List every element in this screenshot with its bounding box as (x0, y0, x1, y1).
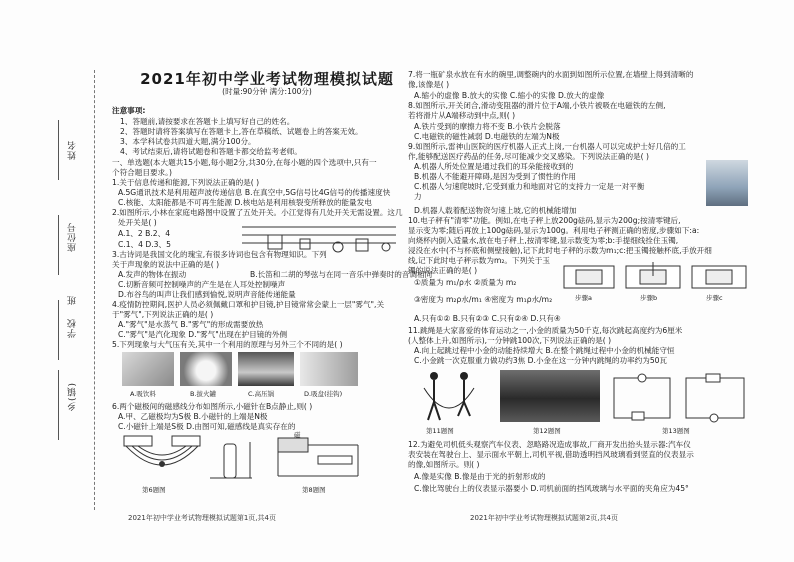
q11-options-ab: A.向上起跳过程中小金的动能持续增大 B.在整个跳绳过程中小金的机械能守恒 (414, 346, 675, 355)
fig11-caption: 第11题图 (426, 427, 454, 435)
q2-options-cd: C.1、4 D.3、5 (118, 240, 171, 249)
question-8: 8.如图所示,开关闭合,滑动变阻器的滑片位于A端,小铁片被吸在电磁铁的左侧, (408, 101, 666, 110)
q10-statements-34: ③密度为 m₂ρ水/m₁ ④密度为 m₁ρ水/m₂ (414, 295, 553, 304)
q9-option-a: A.机器人所处位置是通过我们的耳朵能接收到的 (414, 162, 574, 171)
q5-caption-c: C.高压锅 (248, 390, 275, 398)
q11-jumprope-figure (412, 368, 486, 424)
q6-magnet-figure (122, 434, 202, 484)
q9-option-c-cont: 力 (414, 192, 422, 201)
seat-label: 座位号 (68, 222, 78, 252)
question-10-l3: 向烧杯内倒入适量水,放在电子秤上,按清零键,显示数变为零;b:手提细线拴住玉镯, (408, 236, 679, 245)
school-line (58, 300, 59, 360)
q3-option-b: B.长笛和二胡的琴弦与在同一音乐中弹奏时的音调相同 (250, 270, 433, 279)
school-label: 学校 (68, 318, 78, 338)
q3-option-c: C.切断音频可控制噪声的产生是在人耳处控制噪声 (118, 280, 286, 289)
q5-photo-d (300, 352, 358, 386)
question-10-l6: 镯的说法正确的是( ) (408, 266, 478, 275)
binding-strip (0, 0, 108, 562)
section1-heading-cont: 个符合题目要求。) (112, 168, 172, 177)
q5-photo-c (238, 352, 294, 386)
question-2: 2.如图所示,小林在家庭电路图中设置了五处开关。小江觉得有几处开关无需设置。这几 (112, 208, 403, 217)
question-9-cont: 作,能够配送医疗药品的任务,尽可能减少交叉感染。下列说法正确的是( ) (408, 152, 649, 161)
question-11-cont: (人整体上升,如图所示),一分钟跳100次,下列说法正确的是( ) (408, 336, 612, 345)
q6-options-cd: C.小磁针上端是S极 D.由图可知,磁感线是真实存在的 (118, 422, 296, 431)
question-10-l4: 浸没在水中(不与杯底和侧壁接触),记下此时电子秤的示数为m₁;c:把玉镯接触杯底,手放开细 (408, 246, 712, 255)
q13-circuit-figure (610, 372, 750, 424)
q10-step-a: 步骤a (575, 294, 592, 302)
q1-options-ab: A.5G通讯技术是利用超声波传递信息 B.在真空中,5G信号比4G信号的传播速度快 (118, 188, 391, 197)
question-10: 10.电子秤有"清零"功能。例如,在电子秤上放200g砝码,显示为200g;按清零键后, (408, 216, 681, 225)
q8-electromagnet-figure (268, 432, 364, 484)
notice-item: 1、答题前,请按要求在答题卡上填写好自己的姓名。 (120, 117, 295, 126)
q10-options: A.只有①② B.只有②③ C.只有②④ D.只有④ (414, 314, 561, 323)
question-12: 12.为避免司机低头观察汽车仪表、忽略路况造成事故,厂商开发出抬头显示器:汽车仪 (408, 440, 691, 449)
q3-option-d: D.布谷鸟的叫声让我们感到愉悦,说明声音能传递能量 (118, 290, 296, 299)
question-7: 7.将一瓶矿泉水放在有水的碗里,调整碗内的水面到如图所示位置,在墙壁上得到清晰的 (408, 70, 694, 79)
question-3-cont: 关于声现象的说法中正确的是( ) (112, 260, 220, 269)
question-3: 3.古诗词是我国文化的瑰宝,有很多诗词也包含有物理知识。下列 (112, 250, 327, 259)
notice-item: 4、考试结束后,请将试题卷和答题卡都交给监考老师。 (120, 147, 302, 156)
question-5: 5.下列现象与大气压有关,其中一个利用的原理与另外三个不同的是( ) (112, 340, 343, 349)
question-7-cont: 像,该像是( ) (408, 80, 450, 89)
fig8-label: 磁 (294, 431, 301, 439)
q12-options-ab: A.像是实像 B.像是由于光的折射形成的 (414, 472, 546, 481)
q5-caption-b: B.拔火罐 (190, 390, 217, 398)
question-1: 1.关于信息传递和能源,下列说法正确的是( ) (112, 178, 260, 187)
question-9: 9.如图所示,雷神山医院的医疗机器人正式上岗,一台机器人可以完成护士好几倍的工 (408, 142, 686, 151)
question-10-l2: 显示变为零;随后再放上100g砝码,显示为100g。利用电子秤测正确的密度,步骤如下:a: (408, 226, 700, 235)
fig13-caption: 第13题图 (662, 427, 690, 435)
seat-line (58, 215, 59, 275)
q6-options-ab: A.甲、乙磁极均为S极 B.小磁针的上端是N极 (118, 412, 268, 421)
q1-options-cd: C.核能、太阳能都是不可再生能源 D.核电站是利用核裂变所释放的能量发电 (118, 198, 372, 207)
q2-options-ab: A.1、2 B.2、4 (118, 229, 171, 238)
q9-option-c: C.机器人匀速爬坡时,它受到重力和地面对它的支持力一定是一对平衡 (414, 182, 645, 191)
q5-caption-d: D.吸盘(挂钩) (304, 390, 343, 398)
binding-dashed-line (94, 70, 95, 510)
town-label: 乡(镇) (68, 382, 78, 412)
q10-step-b: 步骤b (640, 294, 658, 302)
q8-options-cd: C.电磁铁的磁性减弱 D.电磁铁的左端为N极 (414, 132, 560, 141)
fig6-caption: 第6题图 (142, 486, 166, 494)
q7-options: A.缩小的虚像 B.放大的实像 C.缩小的实像 D.放大的虚像 (414, 91, 605, 100)
left-footer: 2021年初中学业考试物理模拟试题第1页,共4页 (128, 514, 276, 522)
question-12-l3: 的像,如图所示。则( ) (408, 460, 480, 469)
q7-bottle-figure (206, 440, 256, 484)
question-2-cont: 处开关是( ) (118, 218, 157, 227)
q12-options-cd: C.像比驾驶台上的仪表显示器要小 D.司机前面的挡风玻璃与水平面的夹角应为45° (414, 484, 689, 493)
fig12-caption: 第12题图 (533, 427, 561, 435)
question-4: 4.疫情防控期间,医护人员必须佩戴口罩和护目镜,护目镜常常会蒙上一层"雾气",关 (112, 300, 385, 309)
q10-statements-12: ①质量为 m₁/ρ水 ②质量为 m₂ (414, 278, 517, 287)
q11-options-cd: C.小金跳一次克服重力做功约3焦 D.小金在这一分钟内跳绳的功率约为50瓦 (414, 356, 668, 365)
exam-title: 2021年初中学业考试物理模拟试题 (140, 70, 394, 88)
right-footer: 2021年初中学业考试物理模拟试题第2页,共4页 (470, 514, 618, 522)
q9-option-b: B.机器人不能避开障碍,是因为受到了惯性的作用 (414, 172, 576, 181)
exam-subtitle: (时量:90分钟 满分:100分) (222, 87, 312, 96)
q8-options-ab: A.铁片受到的摩擦力将不变 B.小铁片会脱落 (414, 122, 561, 131)
question-4-cont: 于"雾气",下列说法正确的是( ) (112, 310, 214, 319)
q5-photo-b (180, 352, 232, 386)
notice-item: 3、本学科试卷共四道大题,满分100分。 (120, 137, 256, 146)
q4-options-cd: C."雾气"是汽化现象 D."雾气"出现在护目镜的外侧 (118, 330, 288, 339)
fig8-caption: 第8题图 (302, 486, 326, 494)
q5-caption-a: A.吸饮料 (130, 390, 156, 398)
notice-item: 2、答题时请将答案填写在答题卡上,答在草稿纸、试题卷上的答案无效。 (120, 127, 363, 136)
q12-hud-photo (500, 370, 600, 422)
name-line (58, 120, 59, 180)
q9-option-d: D.机器人载着配送物资匀速上坡,它的机械能增加 (414, 206, 577, 215)
q4-options-ab: A."雾气"是水蒸气 B."雾气"的形成需要放热 (118, 320, 264, 329)
question-12-l2: 表安装在驾驶台上、显示面水平朝上,司机平视,借助透明挡风玻璃看到竖直的仪表显示 (408, 450, 694, 459)
q3-option-a: A.发声的物体在振动 (118, 270, 187, 279)
class-label: 班 (68, 295, 78, 305)
question-8-cont: 若将滑片从A端移动到中点,则( ) (408, 111, 516, 120)
question-10-l5: 线,记下此时电子秤示数为m₂。下列关于玉 (408, 256, 550, 265)
q5-photo-a (122, 352, 174, 386)
town-line (58, 370, 59, 440)
section1-heading: 一、单选题(本大题共15小题,每小题2分,共30分,在每小题的四个选项中,只有一 (112, 158, 377, 167)
notice-title: 注意事项: (112, 106, 146, 115)
name-label: 姓名 (68, 140, 78, 160)
question-11: 11.跳绳是大家喜爱的体育运动之一,小金的质量为50千克,每次跳起高度约为6厘米 (408, 326, 683, 335)
question-6: 6.两个磁极间的磁感线分布如图所示,小磁针在B点静止,则( ) (112, 402, 313, 411)
q9-robot-photo (706, 160, 748, 206)
q10-step-c: 步骤c (706, 294, 723, 302)
